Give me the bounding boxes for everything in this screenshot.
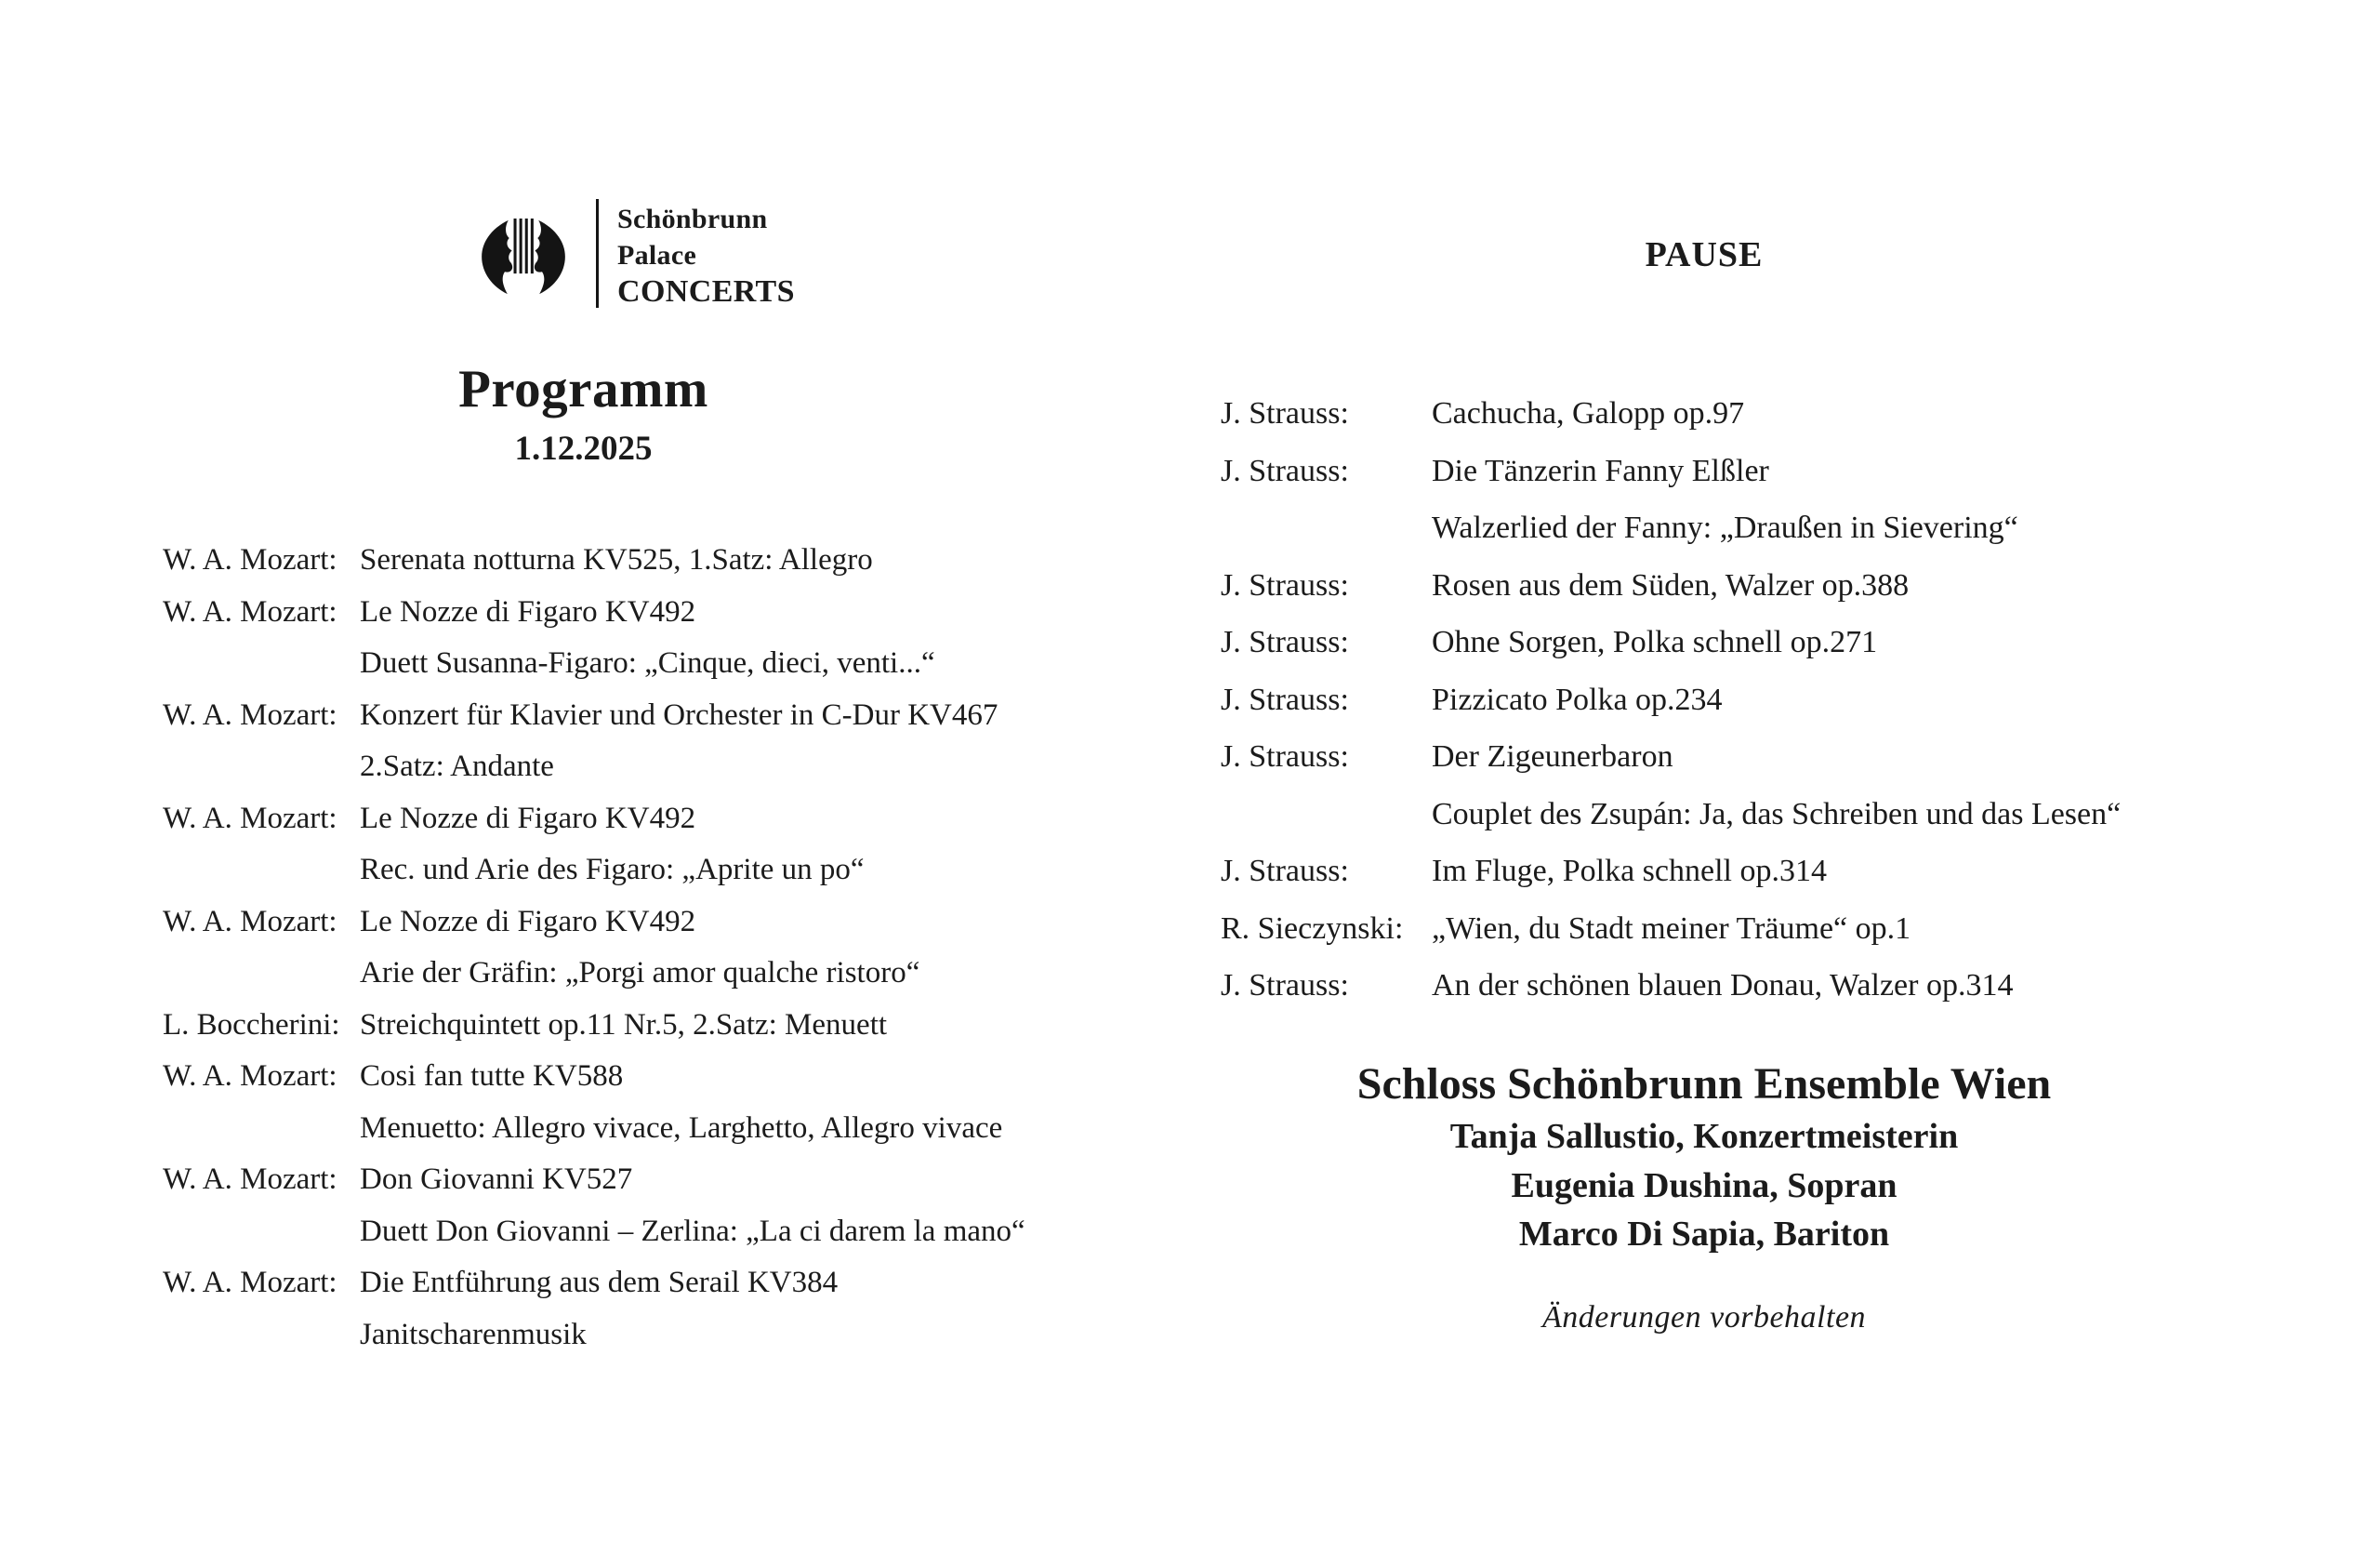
composer-label: J. Strauss: [1221,396,1349,431]
work-title: Rosen aus dem Süden, Walzer op.388 [1432,567,1910,603]
work-title: Rec. und Arie des Figaro: „Aprite un po“ [360,853,865,886]
ensemble-member: Eugenia Dushina, Sopran [1511,1165,1897,1205]
work-title: Pizzicato Polka op.234 [1432,682,1723,717]
program-row [163,646,1120,698]
work-title: Konzert für Klavier und Orchester in C-Dur KV467 [360,697,998,732]
work-title: Walzerlied der Fanny: „Draußen in Sievering“ [1432,511,2018,545]
work-title: Ohne Sorgen, Polka schnell op.271 [1432,625,1878,659]
program-row [1221,683,2271,740]
work-title: Der Zigeunerbaron [1432,739,1673,774]
composer-label: W. A. Mozart: [163,1266,337,1299]
program-row [1221,568,2271,626]
work-title: An der schönen blauen Donau, Walzer op.314 [1432,968,2014,1003]
work-title: Don Giovanni KV527 [360,1162,633,1196]
program-row [1221,854,2271,911]
program-row [1221,454,2271,511]
program-row [1221,968,2271,1026]
work-title: Couplet des Zsupán: Ja, das Schreiben und das Lesen“ [1432,796,2122,831]
work-title: Duett Don Giovanni – Zerlina: „La ci darem la mano“ [360,1214,1025,1248]
program-row [163,1111,1120,1163]
brand-logo-block [163,199,1004,320]
composer-label: R. Sieczynski: [1221,910,1404,946]
program-row [1221,797,2271,855]
composer-label: J. Strauss: [1221,739,1349,774]
brand-wordmark [617,201,795,310]
composer-label: W. A. Mozart: [163,543,337,577]
pause-heading: PAUSE [1645,235,1764,274]
strings-emblem-icon [479,218,568,296]
program-row [1221,511,2271,568]
work-title: Streichquintett op.11 Nr.5, 2.Satz: Menuett [360,1007,888,1042]
work-title: Cosi fan tutte KV588 [360,1059,624,1093]
ensemble-name: Schloss Schönbrunn Ensemble Wien [1356,1059,2052,1109]
composer-label: J. Strauss: [1221,453,1349,488]
work-title: Le Nozze di Figaro KV492 [360,904,696,938]
composer-label: W. A. Mozart: [163,1162,337,1196]
program-row [163,1318,1120,1370]
program-row [163,750,1120,802]
work-title: Arie der Gräfin: „Porgi amor qualche ristoro“ [360,956,920,990]
program-row [163,1059,1120,1111]
work-title: Serenata notturna KV525, 1.Satz: Allegro [360,543,873,577]
composer-label: W. A. Mozart: [163,904,337,938]
program-row [163,1215,1120,1267]
program-row [163,595,1120,647]
composer-label: L. Boccherini: [163,1007,340,1042]
program-row [1221,625,2271,683]
composer-label: J. Strauss: [1221,625,1349,659]
composer-label: W. A. Mozart: [163,801,337,835]
work-title: Janitscharenmusik [360,1317,587,1351]
work-title: Die Entführung aus dem Serail KV384 [360,1266,839,1299]
logo-divider [596,199,599,308]
work-title: Le Nozze di Figaro KV492 [360,801,696,835]
program-row [163,956,1120,1008]
work-title: Im Fluge, Polka schnell op.314 [1432,854,1827,888]
composer-label: J. Strauss: [1221,682,1349,717]
work-title: „Wien, du Stadt meiner Träume“ op.1 [1432,910,1911,946]
work-title: 2.Satz: Andante [360,750,554,783]
program-row [163,853,1120,905]
program-row [1221,911,2271,969]
program-row [163,1162,1120,1215]
work-title: Menuetto: Allegro vivace, Larghetto, Allegro vivace [360,1110,1003,1145]
page-title: Programm [458,360,708,418]
composer-label: W. A. Mozart: [163,697,337,732]
program-row [163,802,1120,854]
composer-label: W. A. Mozart: [163,1059,337,1093]
changes-reserved-note: Änderungen vorbehalten [1541,1300,1867,1335]
brand-line-1: Schönbrunn [617,204,768,234]
work-title: Cachucha, Galopp op.97 [1432,396,1745,431]
program-list-first-half [163,543,1120,1369]
ensemble-block [1221,1056,2188,1259]
work-title: Le Nozze di Figaro KV492 [360,594,696,629]
composer-label: J. Strauss: [1221,854,1349,888]
program-row [163,1266,1120,1318]
program-row [163,905,1120,957]
brand-line-2: Palace [617,240,697,271]
program-row [1221,396,2271,454]
program-row [163,1008,1120,1060]
concert-date: 1.12.2025 [514,430,653,468]
composer-label: J. Strauss: [1221,567,1349,603]
work-title: Die Tänzerin Fanny Elßler [1432,453,1769,488]
composer-label: W. A. Mozart: [163,594,337,629]
program-row [1221,739,2271,797]
ensemble-members [1221,1112,2188,1259]
ensemble-member: Marco Di Sapia, Bariton [1518,1215,1890,1254]
ensemble-member: Tanja Sallustio, Konzertmeisterin [1449,1117,1959,1156]
program-row [163,698,1120,750]
program-list-second-half [1221,396,2271,1026]
brand-line-3: CONCERTS [617,274,795,309]
work-title: Duett Susanna-Figaro: „Cinque, dieci, venti...“ [360,646,935,680]
composer-label: J. Strauss: [1221,968,1349,1003]
program-row [163,543,1120,595]
